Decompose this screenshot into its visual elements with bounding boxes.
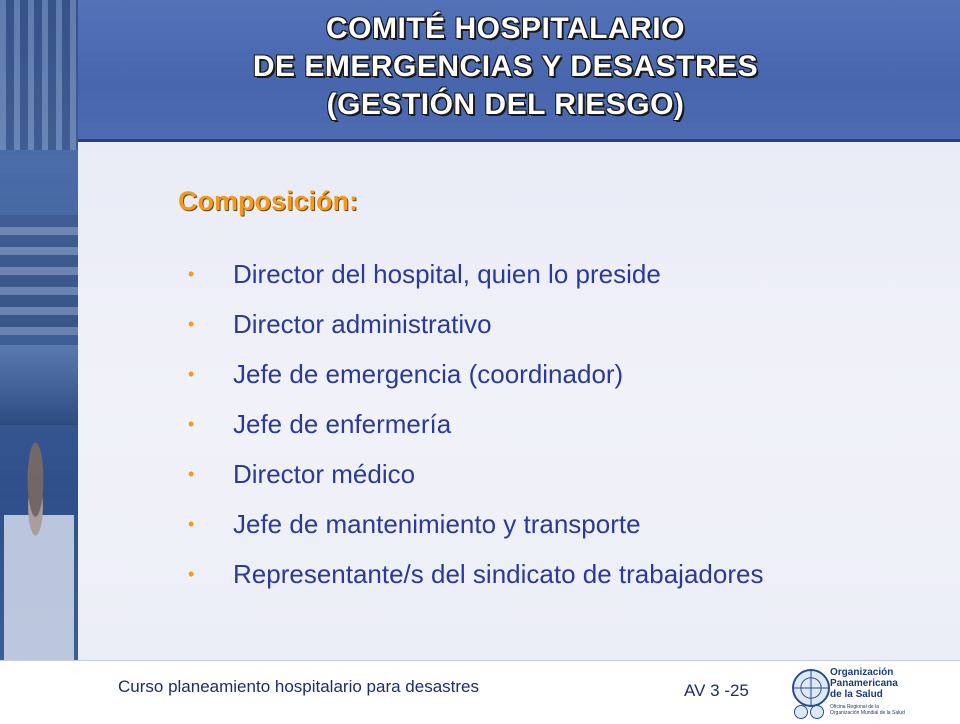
hospital-facade-image xyxy=(0,215,78,335)
logo-subtitle: Oficina Regional de la Organización Mundial de la Salud xyxy=(830,704,905,716)
list-item xyxy=(188,354,763,404)
list-item-text: Jefe de mantenimiento y transporte xyxy=(233,509,641,539)
slide-title-line-2: DE EMERGENCIAS Y DESASTRES xyxy=(252,50,759,83)
list-item xyxy=(188,304,763,354)
hospital-photo-strip xyxy=(0,0,78,660)
list-item xyxy=(188,454,763,504)
list-item xyxy=(188,554,763,604)
list-item-text: Representante/s del sindicato de trabajadores xyxy=(233,559,764,589)
nurse-photo xyxy=(4,440,74,660)
list-item-text: Director del hospital, quien lo preside xyxy=(233,259,661,289)
slide-title-line-1: COMITÉ HOSPITALARIO xyxy=(326,12,685,45)
slide-number: AV 3 -25 xyxy=(684,681,749,700)
bullet-dot-icon: • xyxy=(188,464,195,484)
seal-icons xyxy=(794,705,826,724)
course-name: Curso planeamiento hospitalario para desastres xyxy=(118,677,479,696)
bullet-dot-icon: • xyxy=(188,264,195,284)
title-band xyxy=(78,0,960,142)
seal-icon xyxy=(810,705,824,719)
bullet-dot-icon: • xyxy=(188,564,195,584)
list-item-text: Jefe de enfermería xyxy=(233,409,452,439)
logo-organization-name: Organización Panamericana de la Salud xyxy=(830,667,898,700)
content-panel xyxy=(78,142,960,660)
hospital-building-image xyxy=(0,0,78,150)
rubble-image xyxy=(0,345,78,425)
section-heading: Composición: xyxy=(178,186,358,216)
bullet-dot-icon: • xyxy=(188,314,195,334)
bullet-dot-icon: • xyxy=(188,414,195,434)
composition-list xyxy=(188,254,763,604)
seal-icon xyxy=(794,705,808,719)
list-item xyxy=(188,504,763,554)
list-item-text: Jefe de emergencia (coordinador) xyxy=(233,359,624,389)
bullet-dot-icon: • xyxy=(188,514,195,534)
slide-title-line-3: (GESTIÓN DEL RIESGO) xyxy=(326,88,685,121)
list-item xyxy=(188,254,763,304)
list-item-text: Director médico xyxy=(233,459,416,489)
paho-logo xyxy=(790,665,960,719)
slide-footer xyxy=(0,660,960,721)
paho-globe-logo-icon xyxy=(792,669,830,707)
list-item-text: Director administrativo xyxy=(233,309,492,339)
bullet-dot-icon: • xyxy=(188,364,195,384)
list-item xyxy=(188,404,763,454)
